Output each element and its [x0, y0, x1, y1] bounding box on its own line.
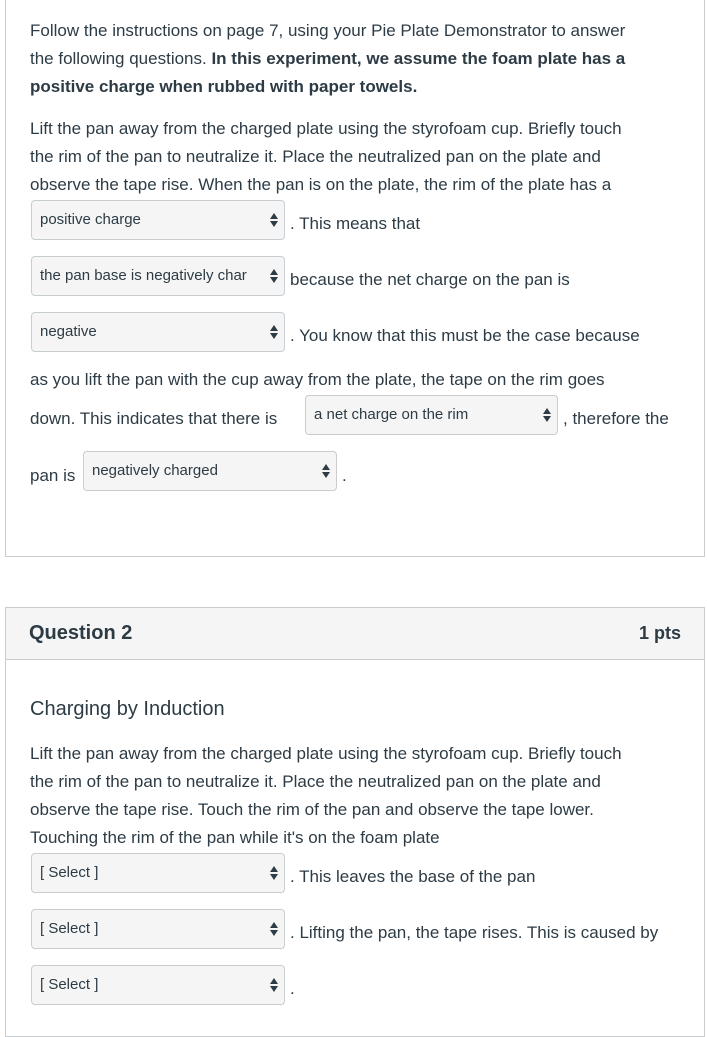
q2-after-dropdown-2: . Lifting the pan, the tape rises. This is caused by — [290, 923, 659, 942]
q2-body-line-2: the rim of the pan to neutralize it. Place the neutralized pan on the plate and — [30, 772, 601, 791]
q1-after-dropdown-2: because the net charge on the pan is — [290, 270, 570, 289]
q1-intro-line-3: positive charge when rubbed with paper towels. — [30, 77, 418, 96]
q1-down-line: down. This indicates that there is — [30, 409, 278, 428]
q1-dropdown-4[interactable] — [305, 395, 558, 435]
q1-dropdown-5-value: negatively charged — [92, 462, 218, 479]
select-arrows-icon — [270, 864, 278, 882]
question-2-points: 1 pts — [638, 623, 681, 643]
question-2-header — [6, 608, 704, 660]
question-2-title: Question 2 — [29, 622, 133, 644]
select-arrows-icon — [270, 267, 278, 285]
q1-dropdown-2[interactable] — [31, 256, 285, 296]
q1-intro-line-2 — [30, 45, 625, 73]
select-arrows-icon — [270, 920, 278, 938]
select-arrows-icon — [322, 462, 330, 480]
select-arrows-icon — [270, 211, 278, 229]
q1-body-line-1: Lift the pan away from the charged plate using the styrofoam cup. Briefly touch — [30, 119, 622, 138]
q1-dropdown-1-value: positive charge — [40, 211, 141, 228]
question-1-card — [5, 0, 705, 557]
q2-dropdown-3-value: [ Select ] — [40, 976, 99, 993]
select-arrows-icon — [270, 976, 278, 994]
select-arrows-icon — [270, 323, 278, 341]
q1-after-dropdown-4: , therefore the — [563, 409, 669, 428]
question-2-card — [5, 607, 705, 1037]
q2-dropdown-1-value: [ Select ] — [40, 864, 99, 881]
q1-dropdown-2-value: the pan base is negatively char — [40, 267, 247, 284]
q1-dropdown-3-value: negative — [40, 323, 97, 340]
q2-heading: Charging by Induction — [30, 698, 225, 720]
q1-body-line-2: the rim of the pan to neutralize it. Place the neutralized pan on the plate and — [30, 147, 601, 166]
q1-intro-plain: the following questions. — [30, 49, 212, 68]
q2-dropdown-2-value: [ Select ] — [40, 920, 99, 937]
q2-dropdown-2[interactable] — [31, 909, 285, 949]
q1-dropdown-3[interactable] — [31, 312, 285, 352]
q2-dropdown-3[interactable] — [31, 965, 285, 1005]
q1-dropdown-4-value: a net charge on the rim — [314, 406, 469, 423]
q1-intro-bold: In this experiment, we assume the foam plate has a — [211, 49, 626, 68]
q2-body-line-3: observe the tape rise. Touch the rim of the pan and observe the tape lower. — [30, 800, 594, 819]
q1-after-dropdown-5: . — [342, 466, 347, 485]
q2-after-dropdown-1: . This leaves the base of the pan — [290, 867, 536, 886]
q2-after-dropdown-3: . — [290, 979, 295, 998]
q1-pan-is: pan is — [30, 466, 76, 485]
q1-dropdown-1[interactable] — [31, 200, 285, 240]
q2-dropdown-1[interactable] — [31, 853, 285, 893]
q2-body-line-4: Touching the rim of the pan while it's on the foam plate — [30, 828, 440, 847]
q1-after-dropdown-3: . You know that this must be the case because — [290, 326, 640, 345]
q1-intro-line-1: Follow the instructions on page 7, using your Pie Plate Demonstrator to answer — [30, 21, 626, 40]
q1-lift-line: as you lift the pan with the cup away from the plate, the tape on the rim goes — [30, 370, 605, 389]
q2-body-line-1: Lift the pan away from the charged plate using the styrofoam cup. Briefly touch — [30, 744, 622, 763]
q1-after-dropdown-1: . This means that — [290, 214, 421, 233]
select-arrows-icon — [543, 406, 551, 424]
q1-body-line-3: observe the tape rise. When the pan is on the plate, the rim of the plate has a — [30, 175, 612, 194]
q1-dropdown-5[interactable] — [83, 451, 337, 491]
